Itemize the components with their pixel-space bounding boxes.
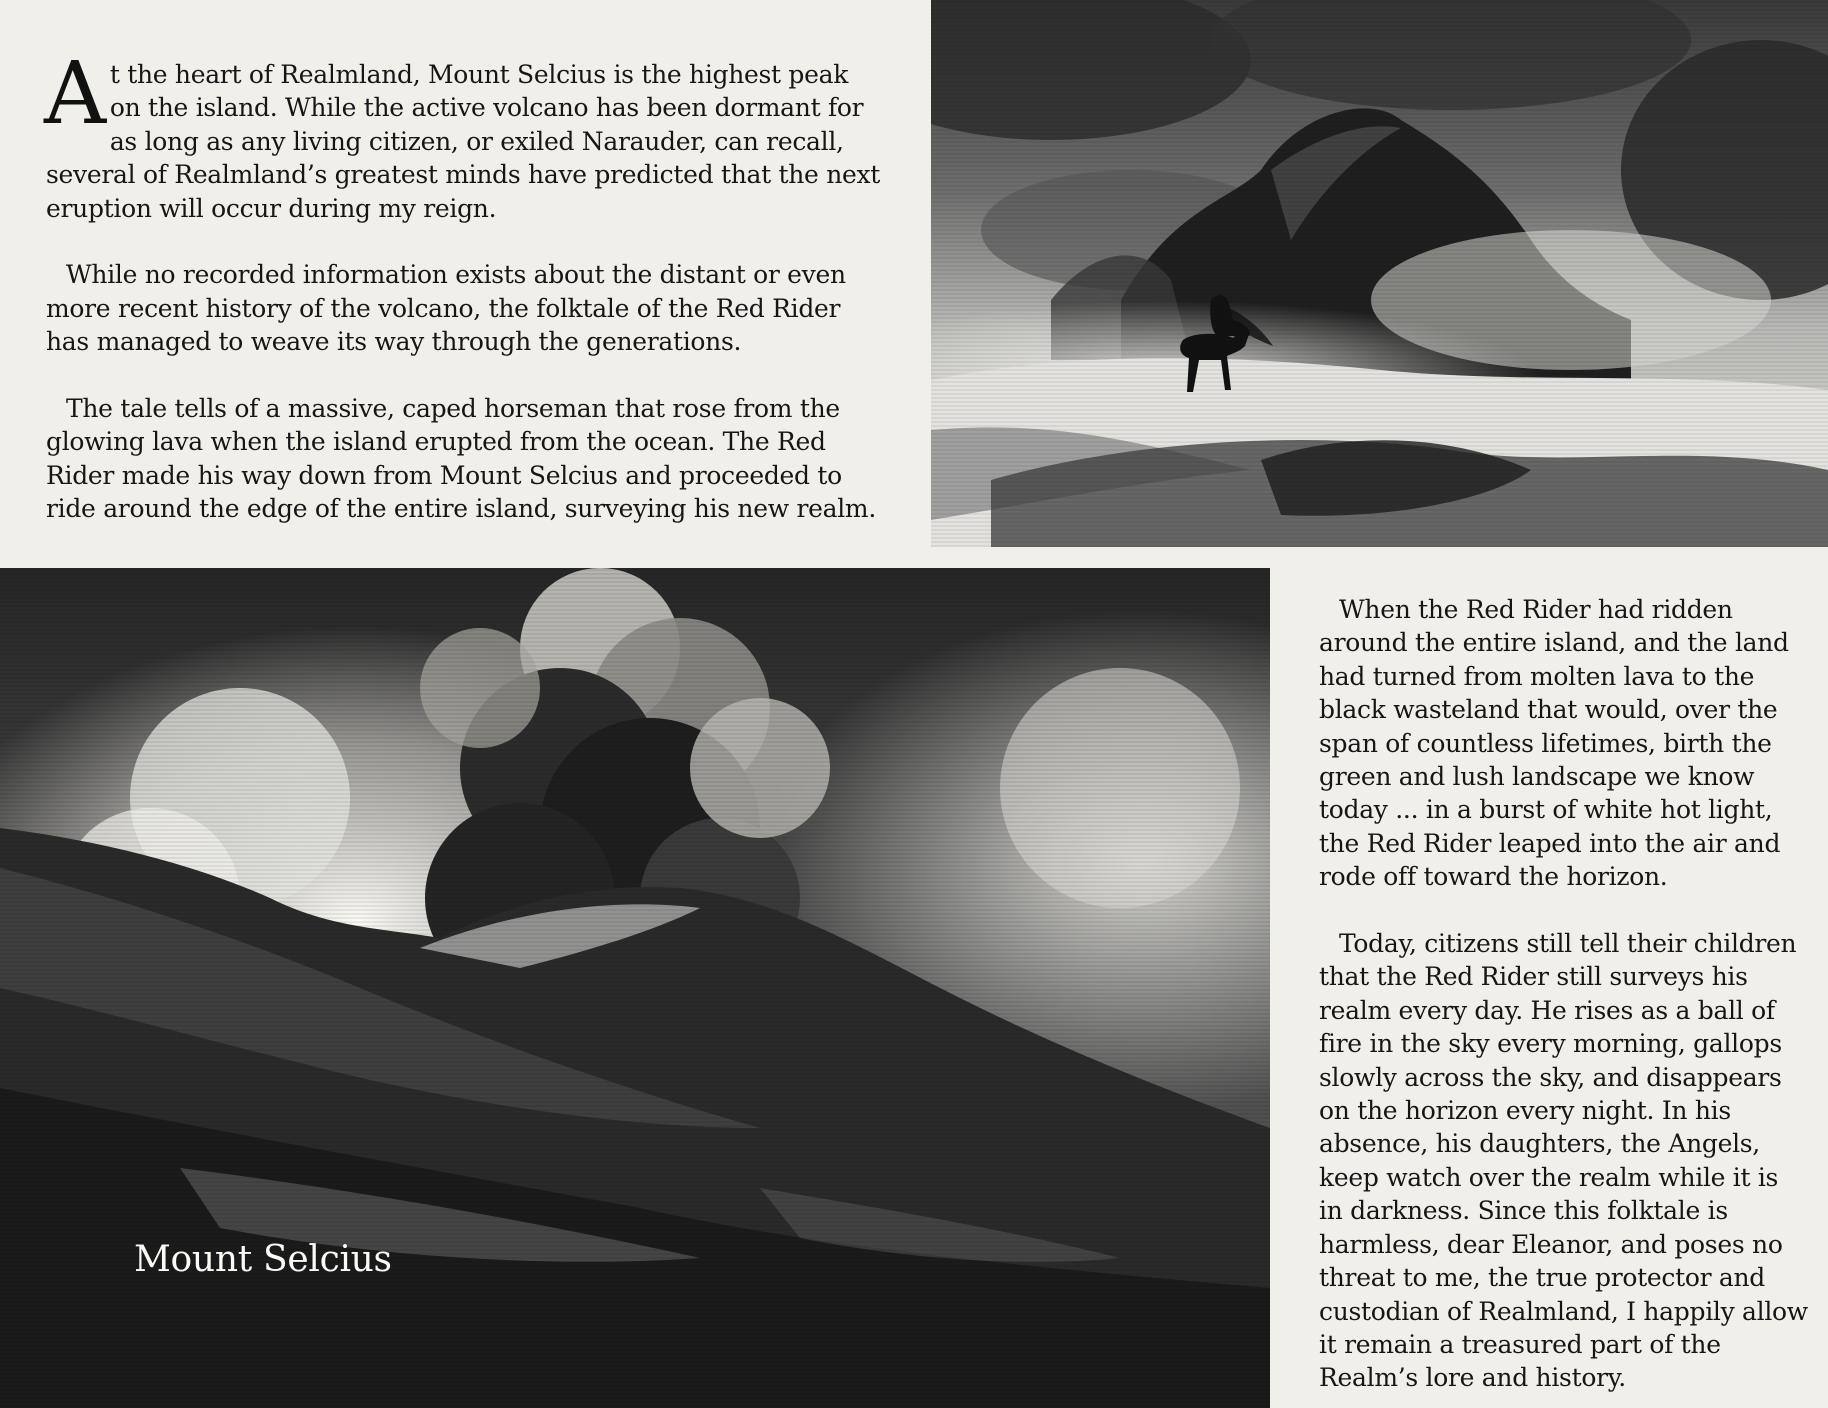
intro-paragraph-1 [44,44,886,225]
intro-paragraph-1-text: t the heart of Realmland, Mount Selcius is the highest peak on the island. While the active volcano has been dormant for as long as any living citizen, or exiled Narauder, can recall, several of Realmland’s greatest minds have predicted that the next eruption will occur during my reign. [46,60,881,223]
volcano-caption: Mount Selcius [134,1239,392,1280]
drop-cap: A [44,44,106,144]
right-paragraph-2: Today, citizens still tell their children that the Red Rider still surveys his realm every day. He rises as a ball of fire in the sky every morning, gallops slowly across the sky, and disappears on the horizon every night. In his absence, his daughters, the Angels, keep watch over the realm while it is in darkness. Since this folktale is harmless, dear Eleanor, and poses no threat to me, the true protector and custodian of Realmland, I happily allow it remain a treasured part of the Realm’s lore and history. [1319,929,1808,1393]
volcano-illustration [0,568,1270,1408]
horseman-engraving [931,0,1828,547]
right-text-block [1319,593,1809,1395]
intro-paragraph-3: The tale tells of a massive, caped horseman that rose from the glowing lava when the island erupted from the ocean. The Red Rider made his way down from Mount Selcius and proceeded to ride around the edge of the entire island, surveying his new realm. [46,394,876,524]
volcano-engraving [0,568,1270,1408]
right-paragraph-1: When the Red Rider had ridden around the entire island, and the land had turned from molten lava to the black wasteland that would, over the span of countless lifetimes, birth the green and lush landscape we know today ... in a burst of white hot light, the Red Rider leaped into the air and rode off toward the horizon. [1319,595,1789,892]
intro-text-block [44,44,886,526]
intro-paragraph-2: While no recorded information exists about the distant or even more recent history of the volcano, the folktale of the Red Rider has managed to weave its way through the generations. [46,260,846,357]
horseman-illustration [931,0,1828,547]
